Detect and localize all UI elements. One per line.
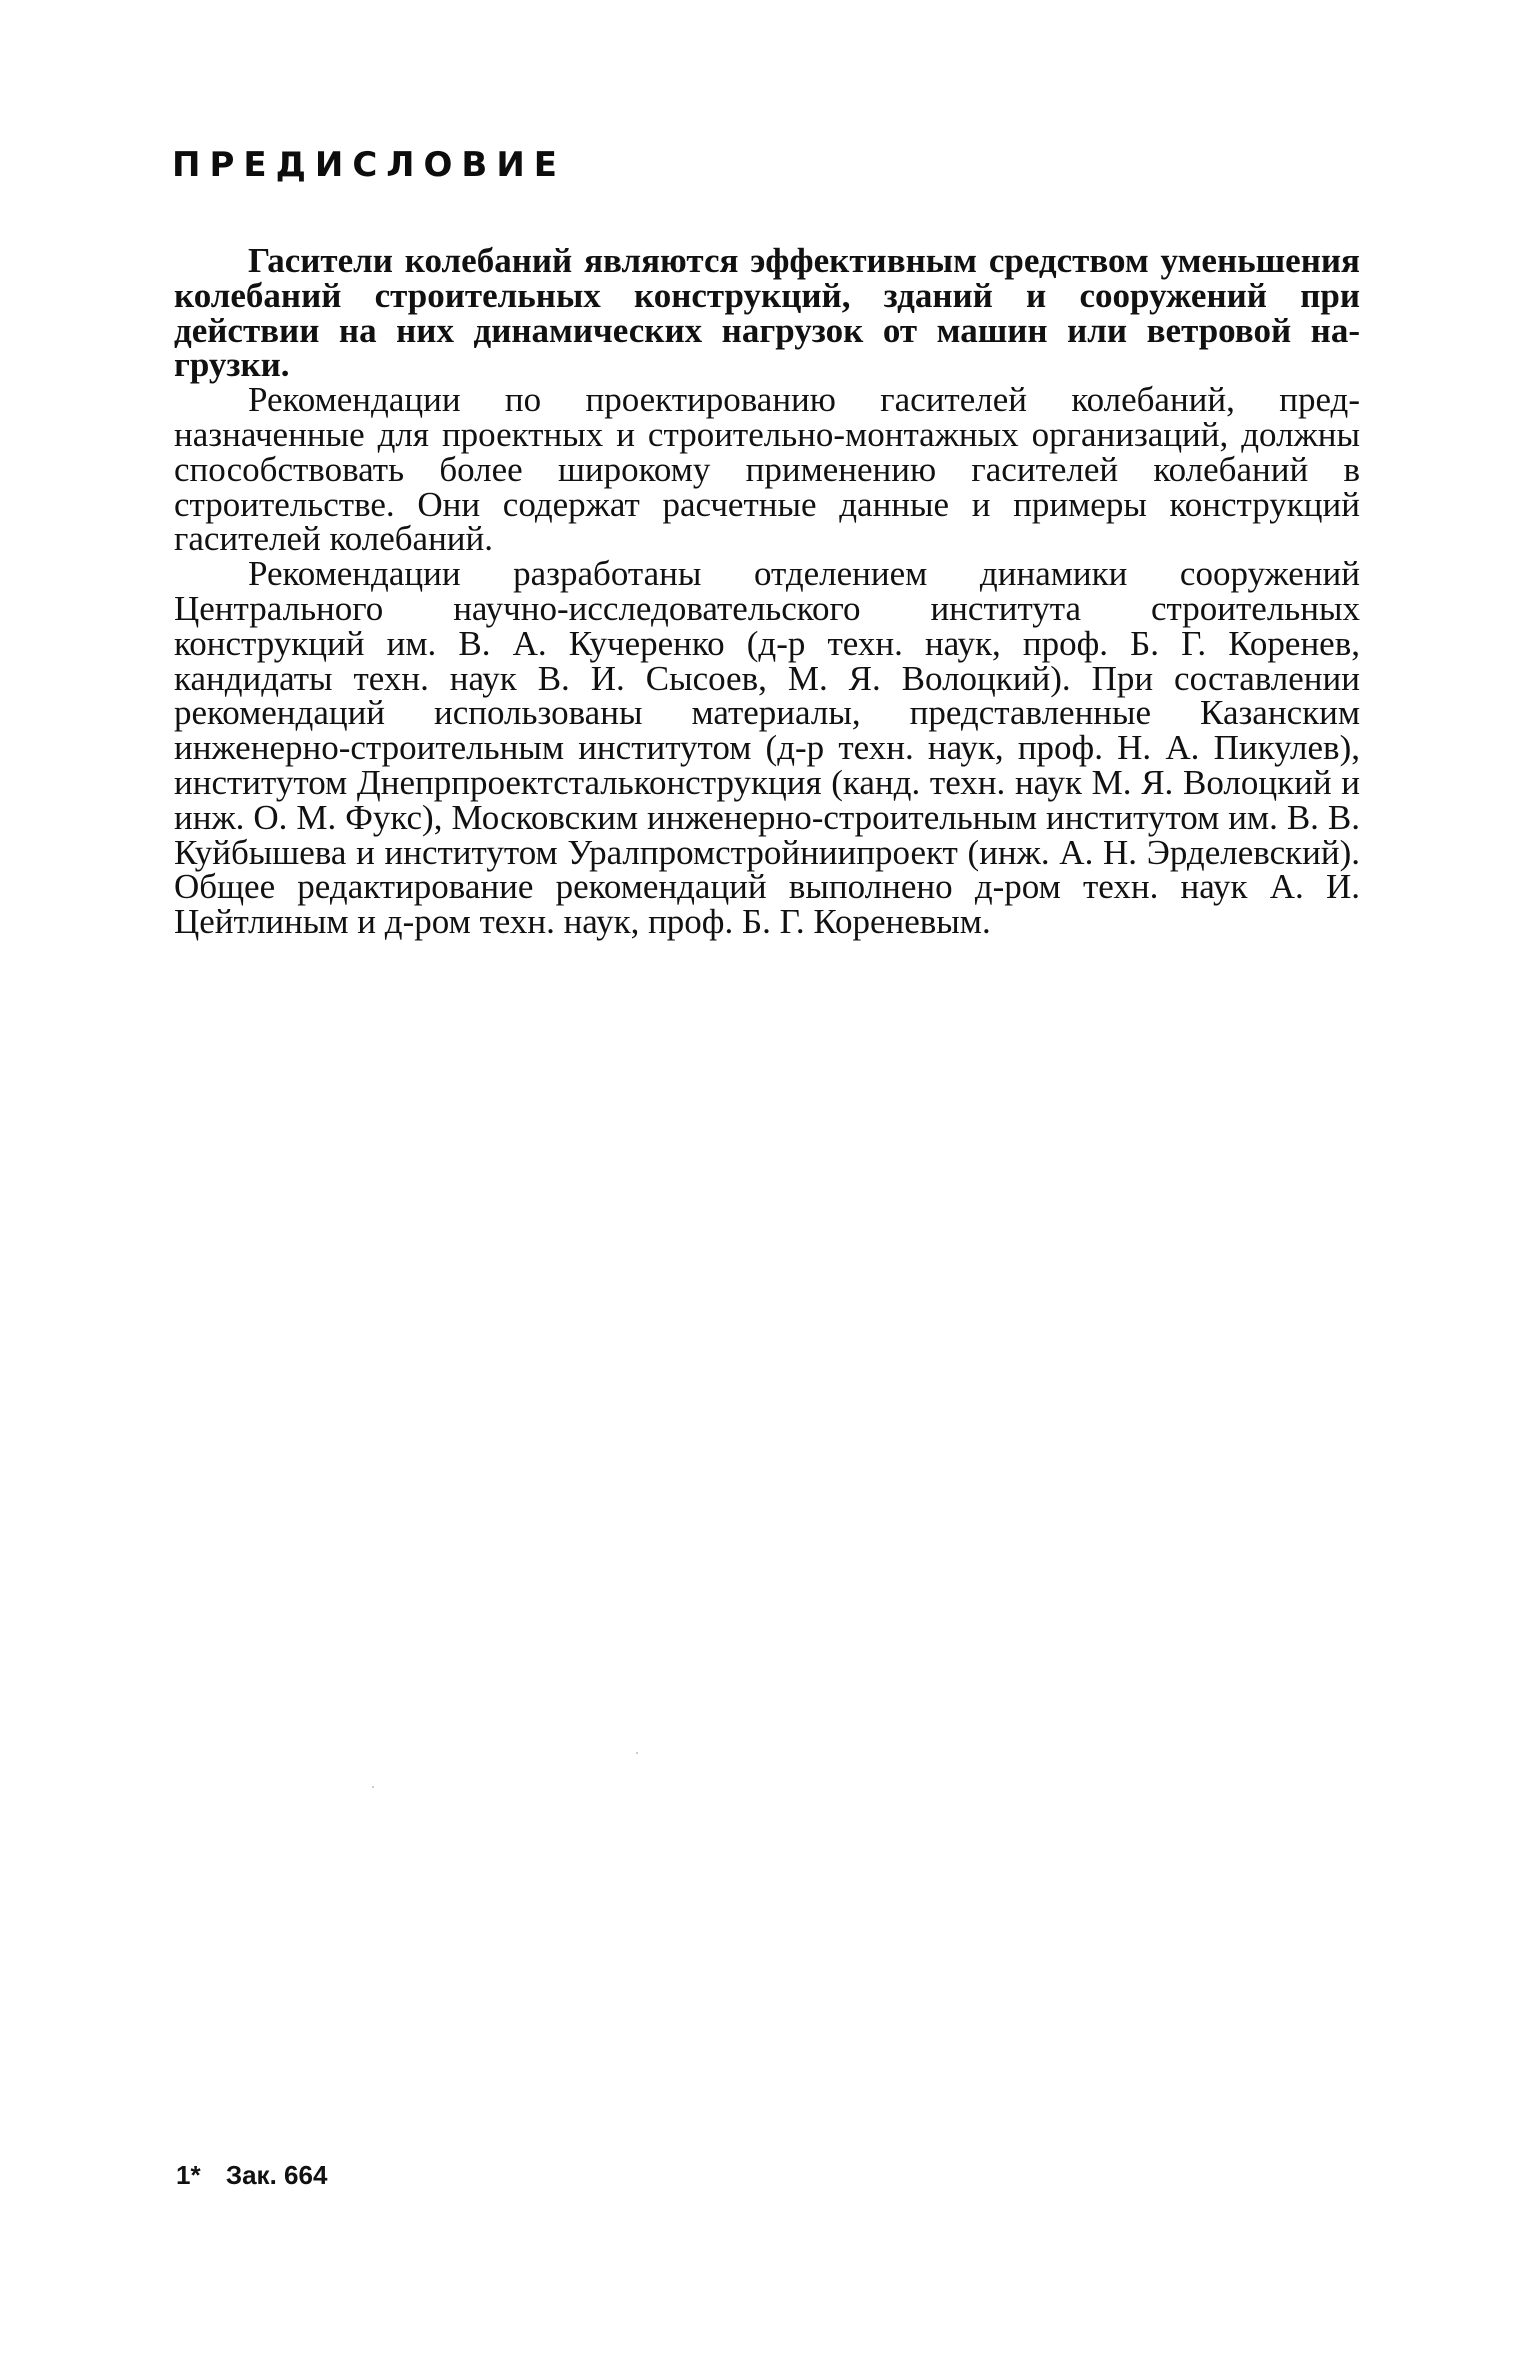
paragraph-purpose: Гасители колебаний являются эффективным средством уменьшения колебаний строительных конструкций, зданий и сооружений при действии на них динамических нагрузок от машин или ветровой нагрузки. bbox=[174, 241, 1360, 385]
paragraph-authors: Рекомендации разработаны отделением динамики сооружений Центрального научно-исследовательского института строительных конструкций им. В. А. Кучеренко (д-р техн. наук, проф. Б. Г. Коренев, кандидаты техн. наук В. И. Сысоев, М. Я. Волоцкий). При составлении рекомендаций использованы материалы, представленные Казанским инженерно-строительным институтом (д-р техн. наук, проф. Н. А. Пикулев), институтом Днепрпроектстальконструкция (канд. техн. наук М. Я. Волоцкий и инж. О. М. Фукс), Московским инженерно-строительным институтом им. В. В. Куйбышева и институтом Уралпромстройниипроект (инж. А. Н. Эрделевский). Общее редактирование рекомендаций выполнено д-ром техн. наук А. И. Цейтлиным и д-ром техн. наук, проф. Б. Г. Кореневым. bbox=[174, 554, 1360, 942]
print-footer bbox=[176, 2162, 327, 2188]
page-title: ПРЕДИСЛОВИЕ bbox=[172, 145, 567, 185]
paper-speck bbox=[372, 1786, 374, 1788]
order-number: Зак. 664 bbox=[225, 2160, 328, 2190]
paper-speck bbox=[636, 1752, 638, 1754]
sheet-signature: 1* bbox=[176, 2160, 201, 2190]
preface-body bbox=[174, 241, 1360, 942]
paragraph-recommendations: Рекомендации по проектированию гасителей колебаний, предназначенные для проектных и строительно-монтажных организаций, должны способствовать более широкому применению гасителей колебаний в строительстве. Они содержат расчетные данные и примеры конструкций гасителей колебаний. bbox=[174, 380, 1360, 559]
